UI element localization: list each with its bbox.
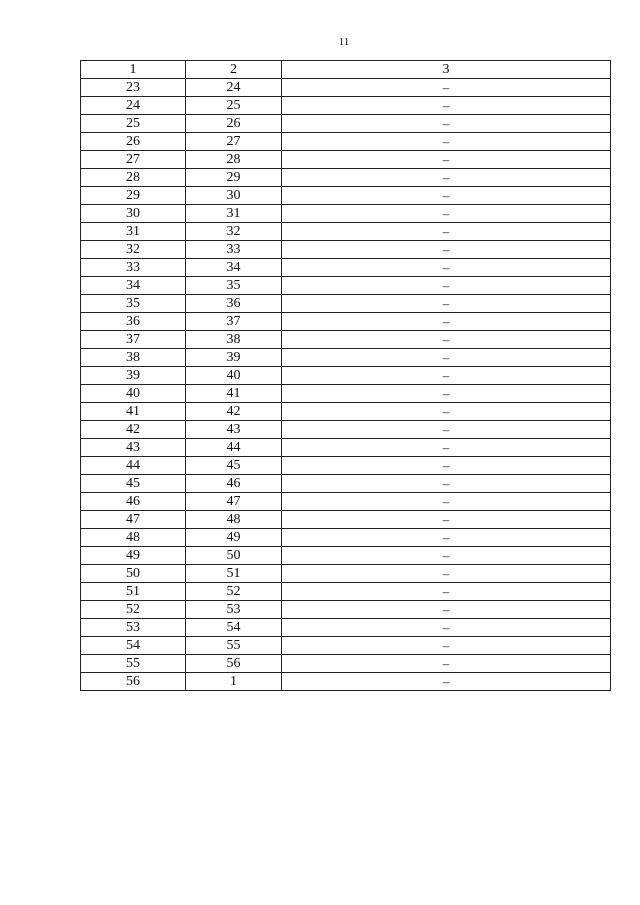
table-row <box>81 601 611 619</box>
table-cell: 47 <box>186 493 282 511</box>
table-row <box>81 259 611 277</box>
table-cell: 35 <box>81 295 186 313</box>
table-cell: 49 <box>81 547 186 565</box>
table-cell: – <box>282 583 611 601</box>
table-cell: 24 <box>81 97 186 115</box>
table-cell: 55 <box>81 655 186 673</box>
table-cell: 25 <box>186 97 282 115</box>
table-row <box>81 367 611 385</box>
table-row <box>81 349 611 367</box>
table-cell: 23 <box>81 79 186 97</box>
table-cell: – <box>282 403 611 421</box>
table-row <box>81 223 611 241</box>
table-row <box>81 205 611 223</box>
table-row <box>81 385 611 403</box>
table-row <box>81 637 611 655</box>
table-cell: 47 <box>81 511 186 529</box>
table-cell: 43 <box>81 439 186 457</box>
table-header-row <box>81 61 611 79</box>
table-row <box>81 619 611 637</box>
table-cell: 46 <box>81 493 186 511</box>
table-cell: 48 <box>81 529 186 547</box>
table-cell: – <box>282 205 611 223</box>
table-cell: 44 <box>186 439 282 457</box>
table-cell: 48 <box>186 511 282 529</box>
table-cell: 45 <box>186 457 282 475</box>
table-row <box>81 79 611 97</box>
table-row <box>81 313 611 331</box>
table-row <box>81 493 611 511</box>
table-cell: 38 <box>186 331 282 349</box>
table-cell: 24 <box>186 79 282 97</box>
table-cell: 36 <box>81 313 186 331</box>
table-cell: – <box>282 565 611 583</box>
table-cell: – <box>282 439 611 457</box>
table-cell: 53 <box>186 601 282 619</box>
table-cell: – <box>282 619 611 637</box>
table-cell: – <box>282 367 611 385</box>
page-number: 11 <box>338 36 350 48</box>
table-cell: – <box>282 259 611 277</box>
table-cell: 50 <box>81 565 186 583</box>
table-cell: – <box>282 115 611 133</box>
table-cell: 43 <box>186 421 282 439</box>
table-cell: – <box>282 601 611 619</box>
table-cell: 27 <box>81 151 186 169</box>
table-cell: 55 <box>186 637 282 655</box>
table-cell: – <box>282 97 611 115</box>
table-cell: – <box>282 349 611 367</box>
table-cell: – <box>282 457 611 475</box>
table-cell: 41 <box>186 385 282 403</box>
table-row <box>81 115 611 133</box>
table-cell: 37 <box>186 313 282 331</box>
table-cell: 54 <box>186 619 282 637</box>
table-cell: 1 <box>186 673 282 691</box>
table-cell: 56 <box>186 655 282 673</box>
table-cell: – <box>282 493 611 511</box>
table-cell: 32 <box>81 241 186 259</box>
table-cell: 36 <box>186 295 282 313</box>
table-cell: – <box>282 385 611 403</box>
table-cell: – <box>282 241 611 259</box>
table-cell: 56 <box>81 673 186 691</box>
table-cell: 27 <box>186 133 282 151</box>
table-cell: 26 <box>186 115 282 133</box>
table-body <box>81 79 611 691</box>
table-row <box>81 547 611 565</box>
table-cell: 51 <box>81 583 186 601</box>
table-row <box>81 529 611 547</box>
table-cell: – <box>282 547 611 565</box>
table-cell: – <box>282 151 611 169</box>
table-cell: – <box>282 331 611 349</box>
table-row <box>81 583 611 601</box>
table-row <box>81 331 611 349</box>
table-row <box>81 277 611 295</box>
table-cell: 33 <box>81 259 186 277</box>
table-cell: 52 <box>81 601 186 619</box>
table-cell: 34 <box>81 277 186 295</box>
table-cell: 41 <box>81 403 186 421</box>
table-cell: 31 <box>186 205 282 223</box>
table-row <box>81 241 611 259</box>
table-cell: 26 <box>81 133 186 151</box>
table-cell: 30 <box>81 205 186 223</box>
column-header-2: 2 <box>186 61 282 79</box>
table-cell: – <box>282 655 611 673</box>
table-cell: 25 <box>81 115 186 133</box>
table-cell: 29 <box>186 169 282 187</box>
table-cell: 53 <box>81 619 186 637</box>
table-cell: 52 <box>186 583 282 601</box>
data-table <box>80 60 611 691</box>
table-row <box>81 655 611 673</box>
table-cell: 34 <box>186 259 282 277</box>
table-cell: 44 <box>81 457 186 475</box>
table-cell: – <box>282 277 611 295</box>
table-row <box>81 187 611 205</box>
table-cell: 35 <box>186 277 282 295</box>
table-cell: – <box>282 421 611 439</box>
table-cell: – <box>282 79 611 97</box>
table-cell: 31 <box>81 223 186 241</box>
table-cell: 51 <box>186 565 282 583</box>
table-cell: – <box>282 223 611 241</box>
table-cell: 49 <box>186 529 282 547</box>
table-row <box>81 295 611 313</box>
table-cell: – <box>282 637 611 655</box>
table-row <box>81 457 611 475</box>
table-cell: 50 <box>186 547 282 565</box>
table-cell: 42 <box>186 403 282 421</box>
table-cell: – <box>282 529 611 547</box>
table-cell: 29 <box>81 187 186 205</box>
table-row <box>81 511 611 529</box>
column-header-1: 1 <box>81 61 186 79</box>
table-row <box>81 565 611 583</box>
table-row <box>81 133 611 151</box>
table-row <box>81 475 611 493</box>
table-cell: 32 <box>186 223 282 241</box>
table-cell: 28 <box>81 169 186 187</box>
table-cell: – <box>282 313 611 331</box>
table-cell: 40 <box>186 367 282 385</box>
table-cell: 54 <box>81 637 186 655</box>
table-cell: – <box>282 295 611 313</box>
table-row <box>81 97 611 115</box>
column-header-3: 3 <box>282 61 611 79</box>
table-row <box>81 421 611 439</box>
table-row <box>81 673 611 691</box>
table-cell: – <box>282 187 611 205</box>
table-row <box>81 151 611 169</box>
table-cell: 45 <box>81 475 186 493</box>
table-cell: 33 <box>186 241 282 259</box>
table-cell: 39 <box>186 349 282 367</box>
table-cell: 28 <box>186 151 282 169</box>
table-row <box>81 169 611 187</box>
table-row <box>81 439 611 457</box>
table-cell: 39 <box>81 367 186 385</box>
table-cell: – <box>282 133 611 151</box>
table-cell: – <box>282 511 611 529</box>
table-cell: – <box>282 169 611 187</box>
table-cell: 38 <box>81 349 186 367</box>
table-row <box>81 403 611 421</box>
table-cell: 46 <box>186 475 282 493</box>
table-cell: – <box>282 475 611 493</box>
table-cell: 42 <box>81 421 186 439</box>
table-cell: 30 <box>186 187 282 205</box>
table-cell: – <box>282 673 611 691</box>
table-cell: 40 <box>81 385 186 403</box>
table-cell: 37 <box>81 331 186 349</box>
